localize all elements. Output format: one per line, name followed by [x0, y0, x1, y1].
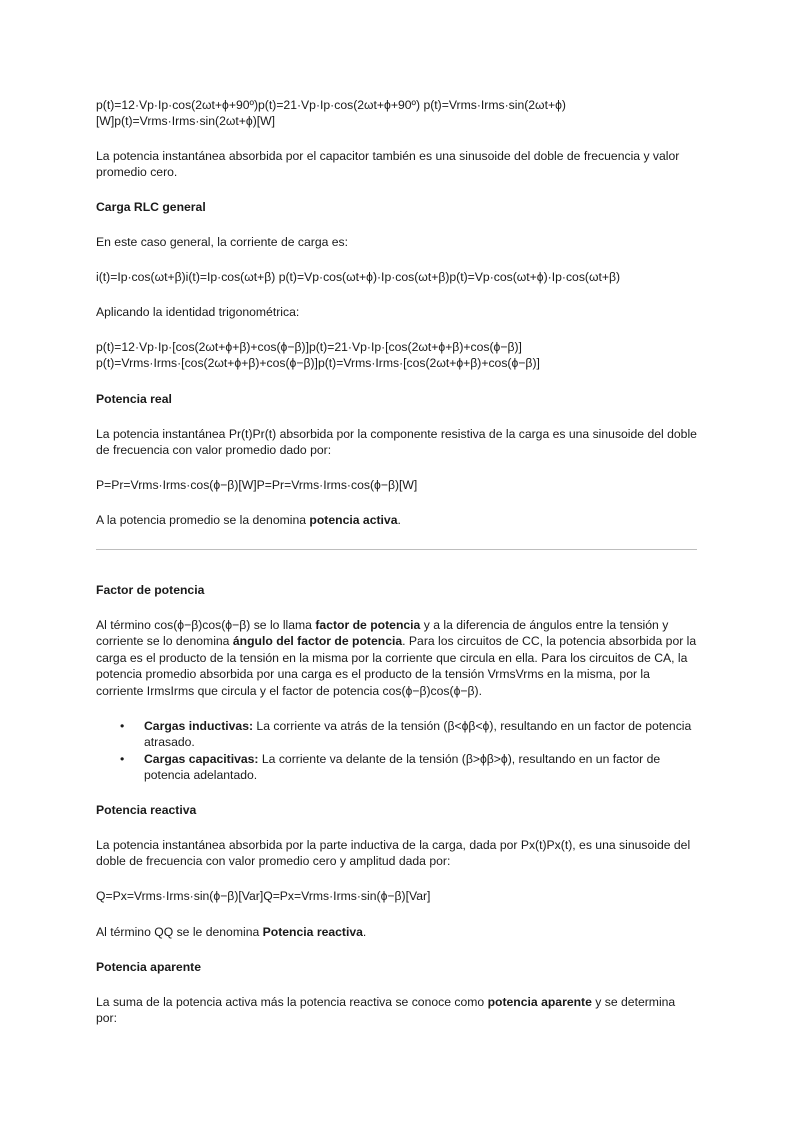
- load-types-list: [96, 718, 698, 784]
- apparent-end: y se determina por:: [96, 995, 676, 1026]
- list-item-capacitive: [96, 751, 698, 784]
- apparent-term: potencia aparente: [487, 995, 592, 1009]
- heading-apparent-power: Potencia aparente: [96, 960, 201, 974]
- equation-identity-2: p(t)=Vrms·Irms·[cos(2ωt+ϕ+β)+cos(ϕ−β)]p(t)=Vrms·Irms·[cos(2ωt+ϕ+β)+cos(ϕ−β)]: [96, 356, 540, 371]
- active-power-term: potencia activa: [309, 513, 398, 527]
- paragraph-power-factor: [96, 617, 698, 699]
- list-item-inductive: [96, 718, 698, 751]
- inductive-label: Cargas inductivas:: [144, 719, 254, 733]
- paragraph-q-term: [96, 924, 698, 940]
- active-power-text: A la potencia promedio se la denomina: [96, 513, 310, 527]
- power-factor-angle-term: ángulo del factor de potencia: [232, 634, 403, 649]
- capacitive-text: La corriente va delante de la tensión (β>ϕβ>ϕ), resultando en un factor de potencia adelantado.: [144, 751, 661, 783]
- section-divider: [96, 549, 697, 550]
- q-term-end: .: [362, 925, 367, 939]
- power-factor-text-3: . Para los circuitos de CC, la potencia absorbida por la carga es el producto de la tensión en la misma por la corriente que circula en ella. Para los circuitos de CA, la potencia promedio absorbida por una carga es el producto de la tensión VrmsVrms en la misma, por la corriente IrmsIrms que circula y el factor de potencia cos(ϕ−β)cos(ϕ−β).: [96, 634, 697, 698]
- equation-capacitor-power: p(t)=12·Vp·Ip·cos(2ωt+ϕ+90º)p(t)=21·Vp·Ip·cos(2ωt+ϕ+90º) p(t)=Vrms·Irms·sin(2ωt+ϕ)[W]p(t)=Vrms·Irms·sin(2ωt+ϕ)[W]: [96, 98, 566, 129]
- paragraph-active-power: [96, 512, 698, 528]
- paragraph-rlc: En este caso general, la corriente de carga es:: [96, 235, 349, 249]
- heading-power-factor: Factor de potencia: [96, 583, 205, 597]
- equation-current: i(t)=Ip·cos(ωt+β)i(t)=Ip·cos(ωt+β) p(t)=Vp·cos(ωt+ϕ)·Ip·cos(ωt+β)p(t)=Vp·cos(ωt+ϕ)·Ip·cos(ωt+β): [96, 270, 621, 284]
- equation-block-identity: [96, 339, 698, 372]
- heading-reactive-power: Potencia reactiva: [96, 803, 197, 817]
- apparent-text: La suma de la potencia activa más la potencia reactiva se conoce como: [96, 995, 488, 1009]
- paragraph-capacitor: La potencia instantánea absorbida por el capacitor también es una sinusoide del doble de frecuencia y valor promedio cero.: [96, 149, 680, 180]
- paragraph-identity: Aplicando la identidad trigonométrica:: [96, 305, 300, 319]
- heading-real-power: Potencia real: [96, 392, 172, 406]
- paragraph-reactive-power: La potencia instantánea absorbida por la parte inductiva de la carga, dada por Px(t)Px(t), es una sinusoide del doble de frecuencia con valor promedio cero y amplitud dada por:: [96, 838, 691, 869]
- paragraph-real-power: La potencia instantánea Pr(t)Pr(t) absorbida por la componente resistiva de la carga es una sinusoide del doble de frecuencia con valor promedio dado por:: [96, 427, 697, 458]
- active-power-end: .: [397, 513, 401, 527]
- equation-reactive-power: Q=Px=Vrms·Irms·sin(ϕ−β)[Var]Q=Px=Vrms·Irms·sin(ϕ−β)[Var]: [96, 889, 431, 903]
- inductive-text: La corriente va atrás de la tensión (β<ϕβ<ϕ), resultando en un factor de potencia atrasado.: [144, 719, 692, 750]
- heading-rlc-load: Carga RLC general: [96, 200, 206, 214]
- q-term-text: Al término QQ se le denomina: [96, 925, 263, 939]
- equation-real-power: P=Pr=Vrms·Irms·cos(ϕ−β)[W]P=Pr=Vrms·Irms·cos(ϕ−β)[W]: [96, 478, 418, 492]
- power-factor-text-2: y a la diferencia de ángulos entre la tensión y corriente se lo denomina: [96, 618, 669, 649]
- capacitive-label: Cargas capacitivas:: [144, 751, 259, 766]
- paragraph-apparent-power: [96, 994, 698, 1027]
- power-factor-text-1: Al término cos(ϕ−β)cos(ϕ−β) se lo llama: [96, 618, 316, 632]
- equation-identity-1: p(t)=12·Vp·Ip·[cos(2ωt+ϕ+β)+cos(ϕ−β)]p(t)=21·Vp·Ip·[cos(2ωt+ϕ+β)+cos(ϕ−β)]: [96, 340, 522, 354]
- q-term-bold: Potencia reactiva: [262, 925, 363, 939]
- power-factor-term: factor de potencia: [315, 618, 421, 632]
